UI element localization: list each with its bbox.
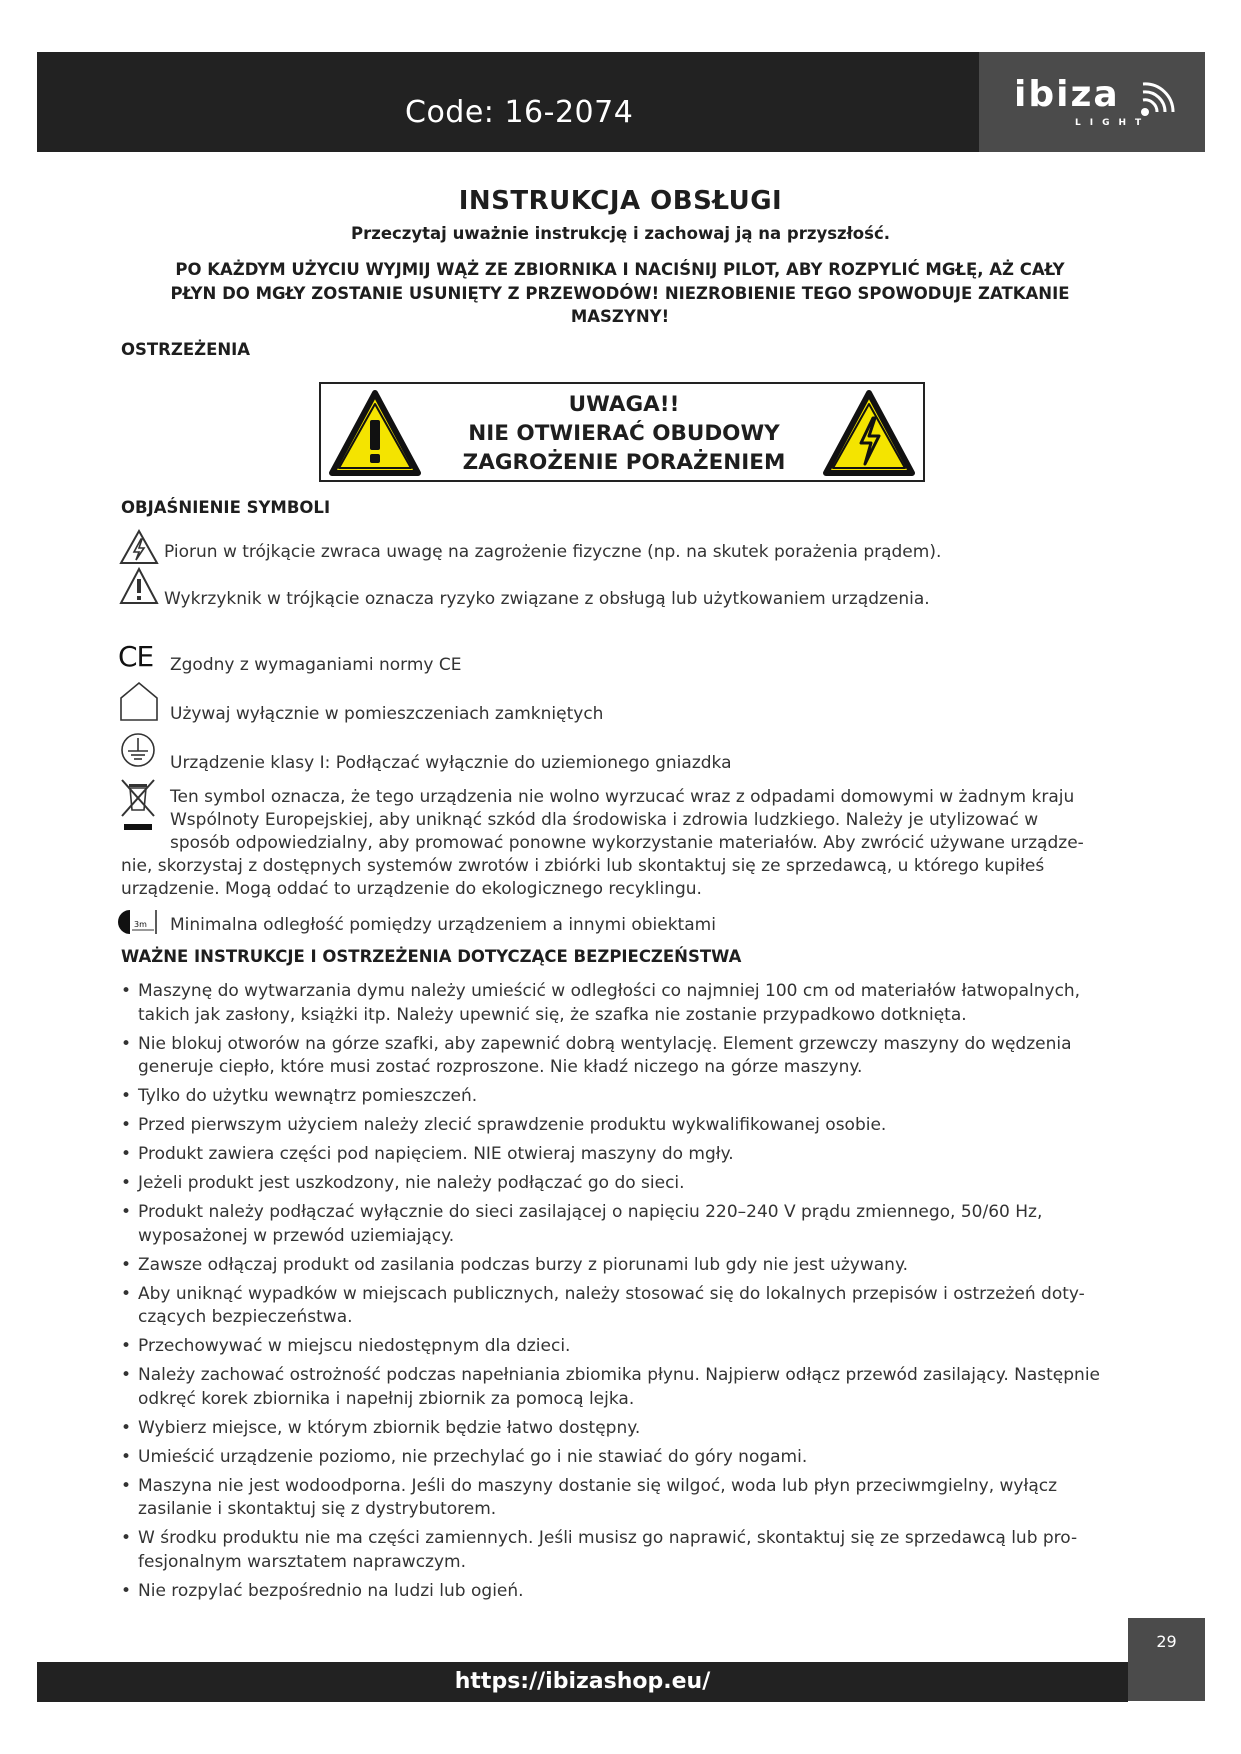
symbols-heading: OBJAŚNIENIE SYMBOLI <box>121 498 331 517</box>
warning-box <box>319 382 925 482</box>
exclamation-triangle-icon <box>118 566 160 606</box>
safety-heading: WAŻNE INSTRUKCJE I OSTRZEŻENIA DOTYCZĄCE BEZPIECZEŃSTWA <box>121 947 742 966</box>
warning-text <box>421 390 827 477</box>
caps-line: PO KAŻDYM UŻYCIU WYJMIJ WĄŻ ZE ZBIORNIKA I NACIŚNIJ PILOT, ABY ROZPYLIĆ MGŁĘ, AŻ CAŁY <box>175 260 1065 279</box>
list-item: • Przechowywać w miejscu niedostępnym dla dzieci. <box>121 1335 1131 1359</box>
symbol-distance-text: Minimalna odległość pomiędzy urządzeniem a innymi obiektami <box>170 915 716 935</box>
list-item: • Maszyna nie jest wodoodporna. Jeśli do maszyny dostanie się wilgoć, woda lub płyn przeciwmgielny, wyłącz zasilanie i skontaktuj się z dystrybutorem. <box>121 1475 1131 1522</box>
warnings-heading: OSTRZEŻENIA <box>121 340 251 359</box>
page-title: INSTRUKCJA OBSŁUGI <box>458 186 783 216</box>
list-item: • Tylko do użytku wewnątrz pomieszczeń. <box>121 1085 1131 1109</box>
list-item: • Wybierz miejsce, w którym zbiornik będzie łatwo dostępny. <box>121 1417 1131 1441</box>
list-item: • Przed pierwszym użyciem należy zlecić sprawdzenie produktu wykwalifikowanej osobie. <box>121 1114 1131 1138</box>
lightning-triangle-icon <box>118 528 160 566</box>
list-item: • W środku produktu nie ma części zamiennych. Jeśli musisz go naprawić, skontaktuj się ze sprzedawcą lub pro- fesjonalnym warsztatem naprawczym. <box>121 1527 1131 1574</box>
weee-line: sposób odpowiedzialny, aby promować ponowne wykorzystanie materiałów. Aby zwrócić używane urządze- <box>170 833 1084 853</box>
product-code: Code: 16-2074 <box>405 95 634 130</box>
logo-word: ibiza <box>1014 74 1120 115</box>
warning-line: UWAGA!! <box>568 392 680 417</box>
safety-list <box>121 980 1131 1609</box>
weee-text <box>121 786 1131 901</box>
logo-sub: LIGHT <box>1075 118 1151 128</box>
distance-label: 3m <box>134 920 147 929</box>
weee-line: Wspólnoty Europejskiej, aby uniknąć szkód dla środowiska i zdrowia ludzkiego. Należy je utylizować w <box>170 810 1039 830</box>
caps-warning <box>120 258 1120 329</box>
symbol-lightning-text: Piorun w trójkącie zwraca uwagę na zagrożenie fizyczne (np. na skutek porażenia prądem). <box>164 542 942 562</box>
list-item: • Nie rozpylać bezpośrednio na ludzi lub ogień. <box>121 1580 1131 1604</box>
symbol-indoor-text: Używaj wyłącznie w pomieszczeniach zamkniętych <box>170 704 604 724</box>
list-item: • Maszynę do wytwarzania dymu należy umieścić w odległości co najmniej 100 cm od materiałów łatwopalnych, takich jak zasłony, książki itp. Należy upewnić się, że szafka nie zostanie przypadkowo dotknięta. <box>121 980 1131 1027</box>
page-subtitle: Przeczytaj uważnie instrukcję i zachowaj ją na przyszłość. <box>351 224 890 243</box>
electric-shock-triangle-icon <box>821 388 917 478</box>
warning-line: ZAGROŻENIE PORAŻENIEM <box>462 450 786 475</box>
list-item: • Należy zachować ostrożność podczas napełniania zbiomika płynu. Najpierw odłącz przewód zasilający. Następnie odkręć korek zbiornika i napełnij zbiornik za pomocą lejka. <box>121 1364 1131 1411</box>
ground-icon <box>120 732 156 768</box>
symbol-exclamation-text: Wykrzyknik w trójkącie oznacza ryzyko związane z obsługą lub użytkowaniem urządzenia. <box>164 589 930 609</box>
caps-line: MASZYNY! <box>570 307 670 326</box>
weee-line: Ten symbol oznacza, że tego urządzenia nie wolno wyrzucać wraz z odpadami domowymi w żadnym kraju <box>170 787 1075 807</box>
ce-mark-icon: CE <box>118 640 154 673</box>
house-icon <box>118 680 160 722</box>
list-item: • Produkt zawiera części pod napięciem. NIE otwieraj maszyny do mgły. <box>121 1143 1131 1167</box>
symbol-ground-text: Urządzenie klasy I: Podłączać wyłącznie do uziemionego gniazdka <box>170 753 732 773</box>
weee-line: urządzenie. Mogą oddać to urządzenie do ekologicznego recyklingu. <box>121 879 702 899</box>
list-item: • Aby uniknąć wypadków w miejscach publicznych, należy stosować się do lokalnych przepisów i ostrzeżeń doty- czących bezpieczeństwa. <box>121 1283 1131 1330</box>
warning-line: NIE OTWIERAĆ OBUDOWY <box>468 421 780 446</box>
header-bar <box>37 52 1205 152</box>
list-item: • Zawsze odłączaj produkt od zasilania podczas burzy z piorunami lub gdy nie jest używany. <box>121 1254 1131 1278</box>
footer-url-link[interactable]: https://ibizashop.eu/ <box>454 1669 711 1694</box>
list-item: • Jeżeli produkt jest uszkodzony, nie należy podłączać go do sieci. <box>121 1172 1131 1196</box>
list-item: • Umieścić urządzenie poziomo, nie przechylać go i nie stawiać do góry nogami. <box>121 1446 1131 1470</box>
footer-bar <box>37 1662 1128 1702</box>
caps-line: PŁYN DO MGŁY ZOSTANIE USUNIĘTY Z PRZEWODÓW! NIEZROBIENIE TEGO SPOWODUJE ZATKANIE <box>170 283 1070 303</box>
brand-logo <box>979 52 1205 152</box>
page-number: 29 <box>1128 1618 1205 1701</box>
list-item: • Produkt należy podłączać wyłącznie do sieci zasilającej o napięciu 220–240 V prądu zmiennego, 50/60 Hz, wyposażonej w przewód uziemiający. <box>121 1201 1131 1248</box>
weee-line: nie, skorzystaj z dostępnych systemów zwrotów i zbiórki lub skontaktuj się ze sprzedawcą, u którego kupiłeś <box>121 856 1045 876</box>
signal-waves-icon <box>1139 82 1179 118</box>
list-item: • Nie blokuj otworów na górze szafki, aby zapewnić dobrą wentylację. Element grzewczy maszyny do wędzenia generuje ciepło, które musi zostać rozproszone. Nie kładź niczego na górze maszyny. <box>121 1033 1131 1080</box>
warning-triangle-icon <box>327 388 423 478</box>
symbol-ce-text: Zgodny z wymaganiami normy CE <box>170 655 462 675</box>
distance-icon <box>118 908 160 936</box>
